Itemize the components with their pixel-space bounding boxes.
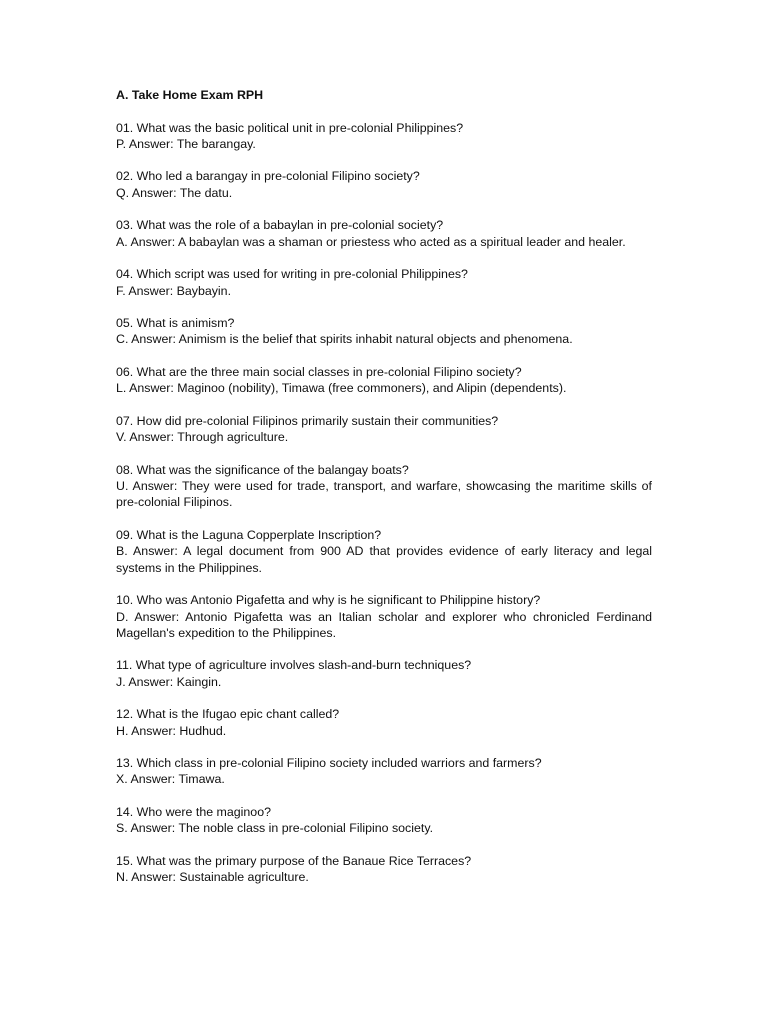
question-02: 02. Who led a barangay in pre-colonial Filipino society? <box>116 169 420 184</box>
question-05: 05. What is animism? <box>116 316 235 331</box>
qa-item-12 <box>116 706 652 739</box>
qa-item-15 <box>116 853 652 886</box>
answer-11: J. Answer: Kaingin. <box>116 674 222 689</box>
qa-item-06 <box>116 364 652 397</box>
question-01: 01. What was the basic political unit in pre-colonial Philippines? <box>116 120 464 135</box>
question-15: 15. What was the primary purpose of the Banaue Rice Terraces? <box>116 853 472 868</box>
answer-08: U. Answer: They were used for trade, transport, and warfare, showcasing the maritime skills of pre-colonial Filipinos. <box>116 479 652 510</box>
qa-item-13 <box>116 755 652 788</box>
qa-item-11 <box>116 657 652 690</box>
question-13: 13. Which class in pre-colonial Filipino society included warriors and farmers? <box>116 756 542 771</box>
answer-12: H. Answer: Hudhud. <box>116 723 227 738</box>
answer-03: A. Answer: A babaylan was a shaman or priestess who acted as a spiritual leader and healer. <box>116 234 626 249</box>
qa-item-03 <box>116 217 652 250</box>
question-06: 06. What are the three main social classes in pre-colonial Filipino society? <box>116 365 522 380</box>
answer-05: C. Answer: Animism is the belief that spirits inhabit natural objects and phenomena. <box>116 332 573 347</box>
answer-07: V. Answer: Through agriculture. <box>116 430 289 445</box>
qa-item-02 <box>116 168 652 201</box>
answer-01: P. Answer: The barangay. <box>116 136 256 151</box>
question-12: 12. What is the Ifugao epic chant called? <box>116 707 340 722</box>
qa-item-10 <box>116 592 652 641</box>
question-08: 08. What was the significance of the balangay boats? <box>116 462 409 477</box>
qa-item-08 <box>116 462 652 511</box>
answer-15: N. Answer: Sustainable agriculture. <box>116 870 309 885</box>
qa-item-01 <box>116 120 652 153</box>
answer-06: L. Answer: Maginoo (nobility), Timawa (free commoners), and Alipin (dependents). <box>116 381 567 396</box>
qa-item-14 <box>116 804 652 837</box>
answer-09: B. Answer: A legal document from 900 AD that provides evidence of early literacy and legal systems in the Philippines. <box>116 544 652 575</box>
answer-14: S. Answer: The noble class in pre-colonial Filipino society. <box>116 821 434 836</box>
answer-04: F. Answer: Baybayin. <box>116 283 232 298</box>
answer-02: Q. Answer: The datu. <box>116 185 233 200</box>
answer-13: X. Answer: Timawa. <box>116 772 225 787</box>
question-03: 03. What was the role of a babaylan in pre-colonial society? <box>116 218 444 233</box>
document-title: A. Take Home Exam RPH <box>116 88 264 102</box>
question-11: 11. What type of agriculture involves slash-and-burn techniques? <box>116 658 472 673</box>
qa-item-09 <box>116 527 652 576</box>
question-10: 10. Who was Antonio Pigafetta and why is he significant to Philippine history? <box>116 593 541 608</box>
document-body <box>116 87 652 902</box>
question-14: 14. Who were the maginoo? <box>116 805 271 820</box>
question-07: 07. How did pre-colonial Filipinos primarily sustain their communities? <box>116 413 499 428</box>
qa-item-07 <box>116 413 652 446</box>
question-09: 09. What is the Laguna Copperplate Inscription? <box>116 528 382 543</box>
qa-item-05 <box>116 315 652 348</box>
answer-10: D. Answer: Antonio Pigafetta was an Italian scholar and explorer who chronicled Ferdinand Magellan's expedition to the Philippines. <box>116 609 652 640</box>
question-04: 04. Which script was used for writing in pre-colonial Philippines? <box>116 267 468 282</box>
qa-item-04 <box>116 266 652 299</box>
